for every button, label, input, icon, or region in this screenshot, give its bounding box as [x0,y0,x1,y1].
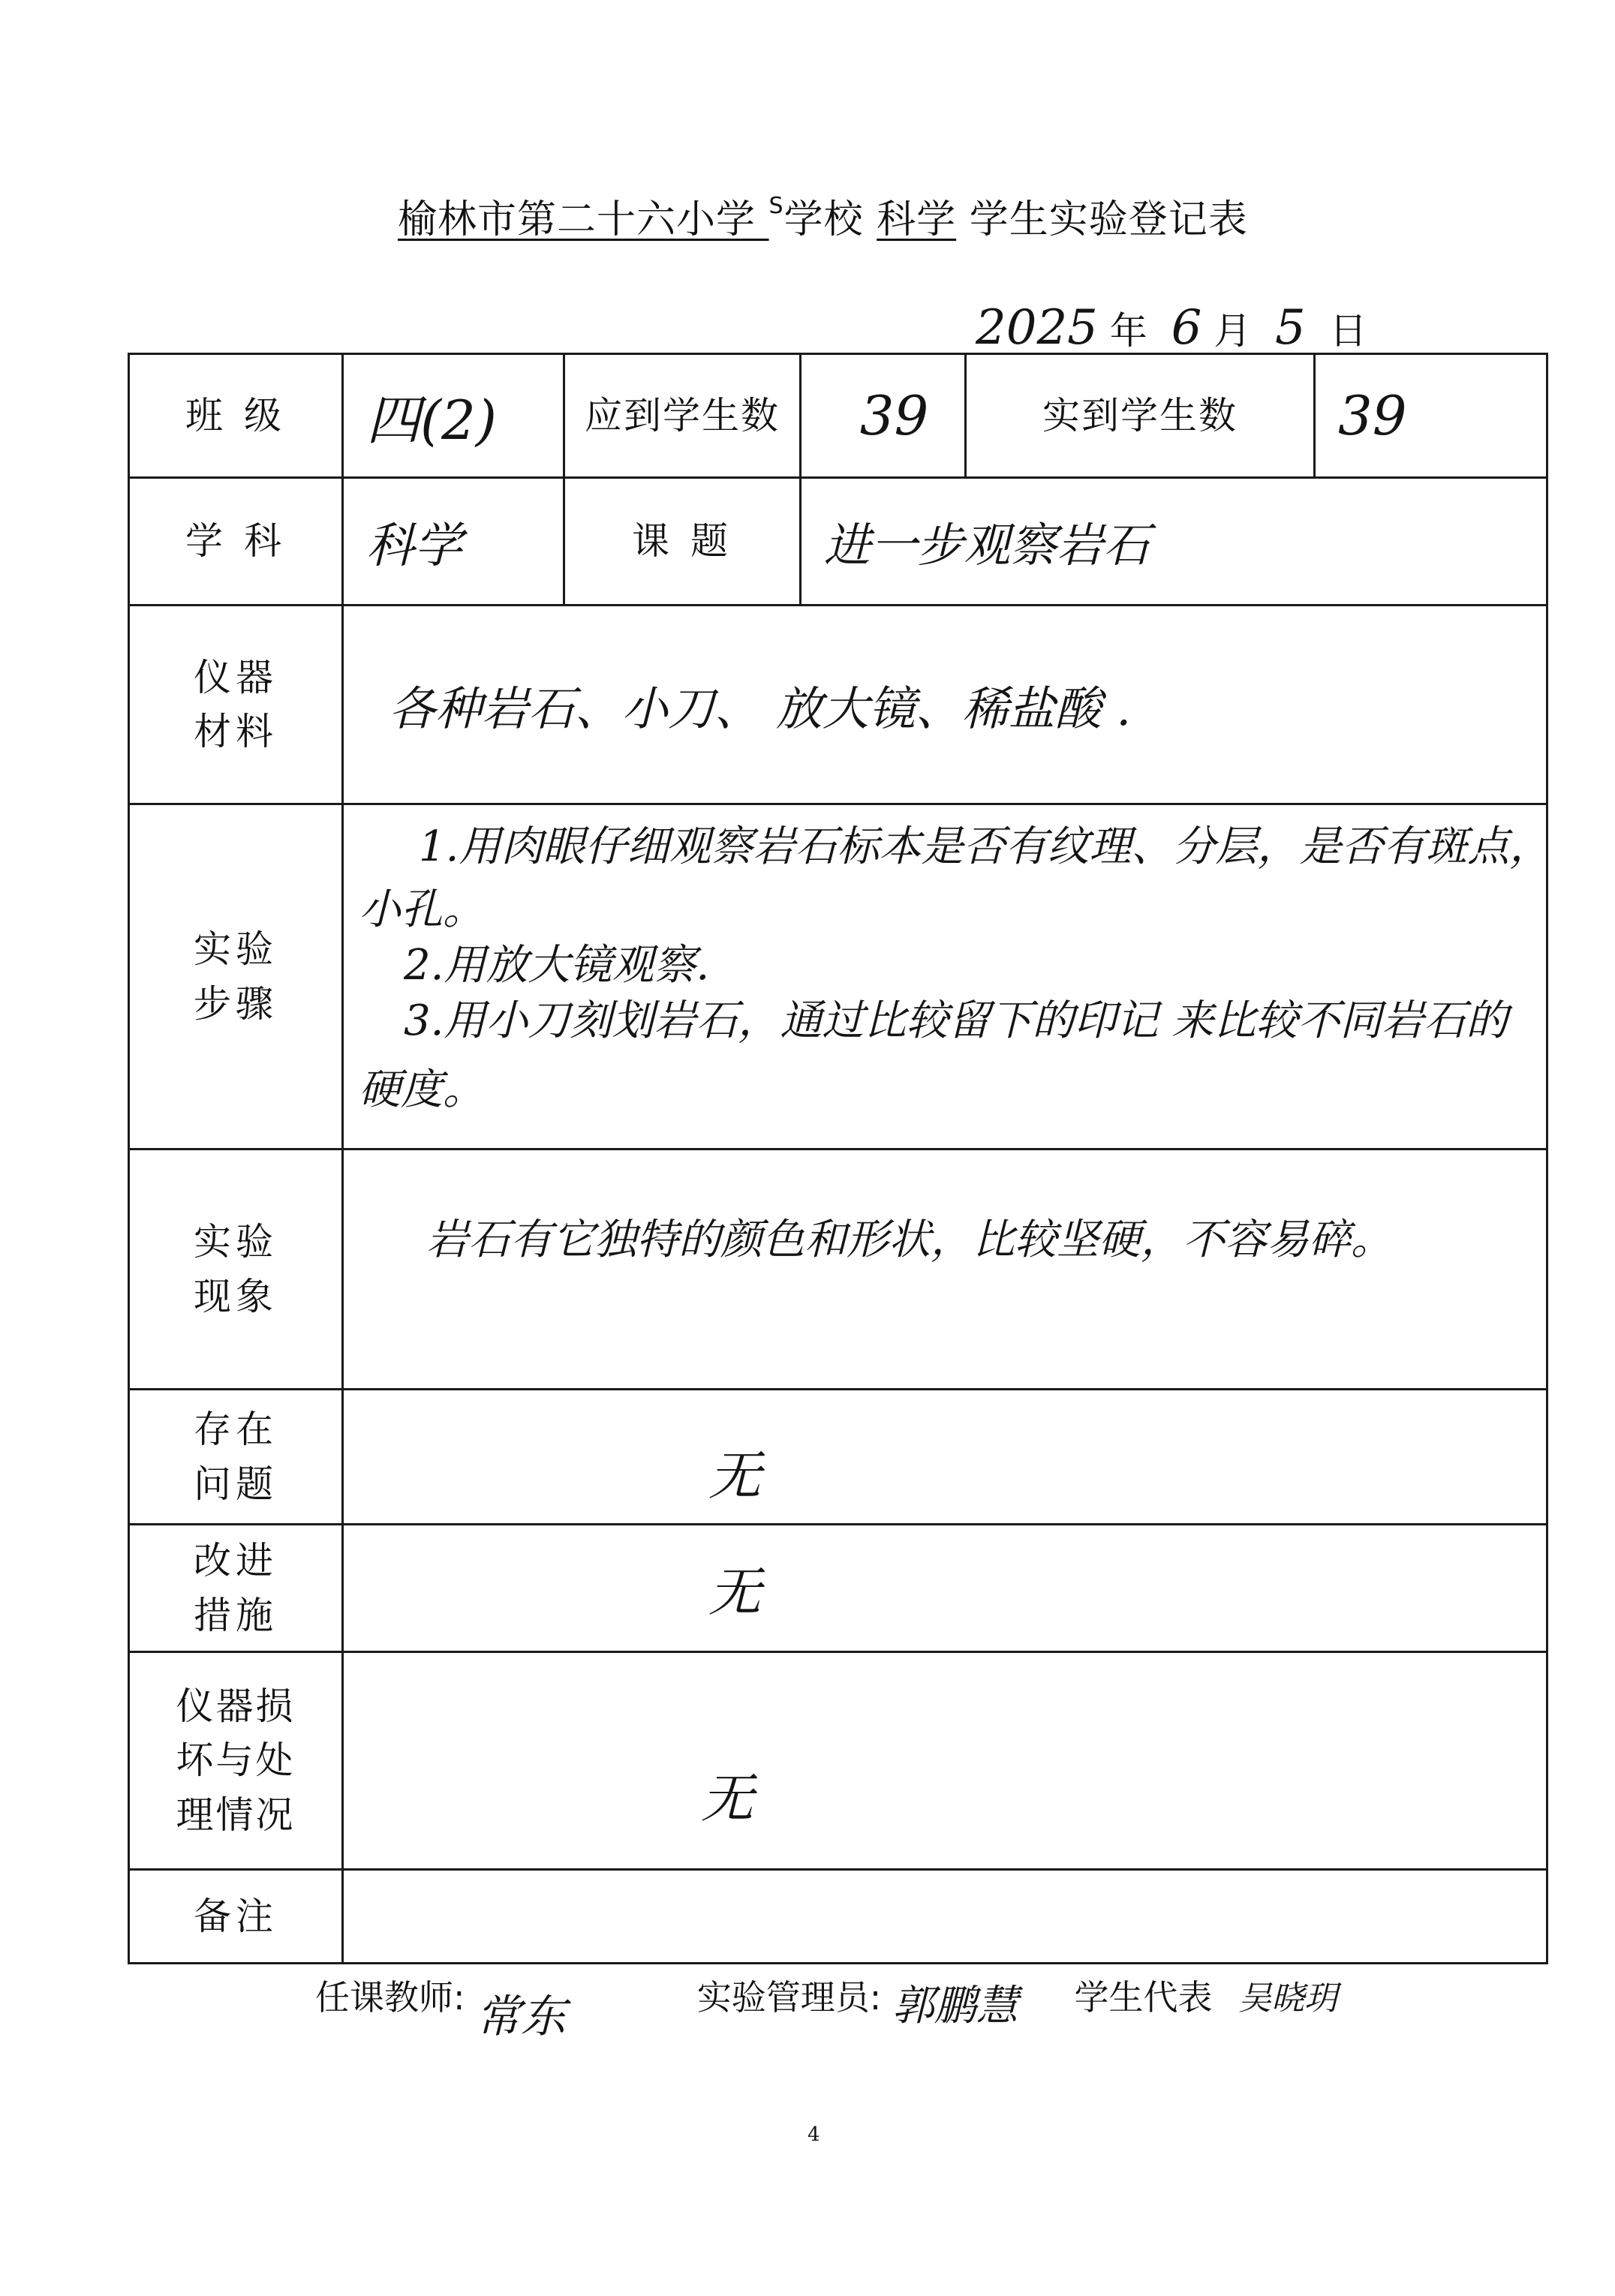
topic-value: 进一步观察岩石 [801,478,1547,606]
phenomenon-label-line: 实验 [194,1220,278,1264]
step-line: 3.用小刀刻划岩石，通过比较留下的印记 来比较不同岩石的 [404,996,1508,1045]
form-title [398,188,1248,244]
problems-label-line: 存在 [194,1408,278,1451]
improvement-label-line: 改进 [194,1539,278,1582]
damage-label-line: 仪器损 [176,1684,296,1728]
expected-students-label: 应到学生数 [564,354,801,478]
damage-label-line: 坏与处 [176,1739,296,1783]
steps-label-line: 实验 [194,927,278,971]
step-line: 2.用放大镜观察. [404,941,710,990]
signature-row [315,1958,1338,2043]
phenomenon-value: 岩石有它独特的颜色和形状，比较坚硬，不容易碎。 [343,1150,1547,1390]
problems-label [129,1390,343,1525]
step-line: 硬度。 [359,1065,485,1114]
topic-label: 课 题 [564,478,801,606]
table-row [129,606,1547,804]
phenomenon-label-line: 现象 [194,1274,278,1318]
date-year-label: 年 [1109,309,1147,353]
teacher-label: 任课教师: [315,1977,465,2018]
admin-label: 实验管理员: [696,1977,882,2018]
table-row [129,1870,1547,1964]
teacher-signature: 常东 [476,1991,567,2043]
expected-students-value: 39 [801,354,966,478]
damage-value: 无 [343,1652,1547,1870]
remarks-value [343,1870,1547,1964]
school-name: 榆林市第二十六小学 [398,197,756,242]
table-row [129,1150,1547,1390]
steps-label-line: 步骤 [194,981,278,1026]
actual-students-value: 39 [1315,354,1547,478]
materials-label-line: 材料 [194,710,278,753]
student-rep-label: 学生代表 [1074,1977,1213,2018]
materials-label-line: 仪器 [194,655,278,699]
table-row [129,1390,1547,1525]
date-month: 6 [1171,300,1202,356]
problems-label-line: 问题 [194,1462,278,1506]
title-superscript: S [768,193,784,219]
class-value: 四(2) [343,354,564,478]
registration-table [128,353,1552,1964]
table-row [129,354,1547,478]
table-row [129,1652,1547,1870]
date-day: 5 [1275,300,1306,356]
school-suffix: 学校 [783,197,864,242]
subject-value: 科学 [343,478,564,606]
remarks-label: 备注 [129,1870,343,1964]
table-row [129,1525,1547,1652]
step-line: 1.用肉眼仔细观察岩石标本是否有纹理、分层，是否有斑点， [419,822,1552,871]
date-month-label: 月 [1214,309,1252,353]
admin-signature: 郭鹏慧 [892,1982,1018,2030]
damage-label-line: 理情况 [176,1793,296,1837]
form-date [976,300,1367,356]
steps-value [343,804,1552,1150]
subject-title: 科学 [877,197,957,242]
materials-value: 各种岩石、小刀、 放大镜、稀盐酸 . [343,606,1547,804]
actual-students-label: 实到学生数 [966,354,1315,478]
phenomenon-label [129,1150,343,1390]
table-row [129,804,1547,1150]
improvement-label-line: 措施 [194,1593,278,1637]
improvement-value: 无 [343,1525,1547,1652]
form-name: 学生实验登记表 [969,197,1248,242]
step-line: 小孔。 [359,885,485,934]
steps-label [129,804,343,1150]
damage-label [129,1652,343,1870]
date-year: 2025 [976,300,1098,356]
class-label: 班 级 [129,354,343,478]
improvement-label [129,1525,343,1652]
student-rep-signature: 吴晓玥 [1238,1979,1338,2018]
materials-label [129,606,343,804]
date-day-label: 日 [1329,309,1367,353]
problems-value: 无 [343,1390,1547,1525]
subject-label: 学 科 [129,478,343,606]
page-number: 4 [808,2123,820,2146]
table-row [129,478,1547,606]
